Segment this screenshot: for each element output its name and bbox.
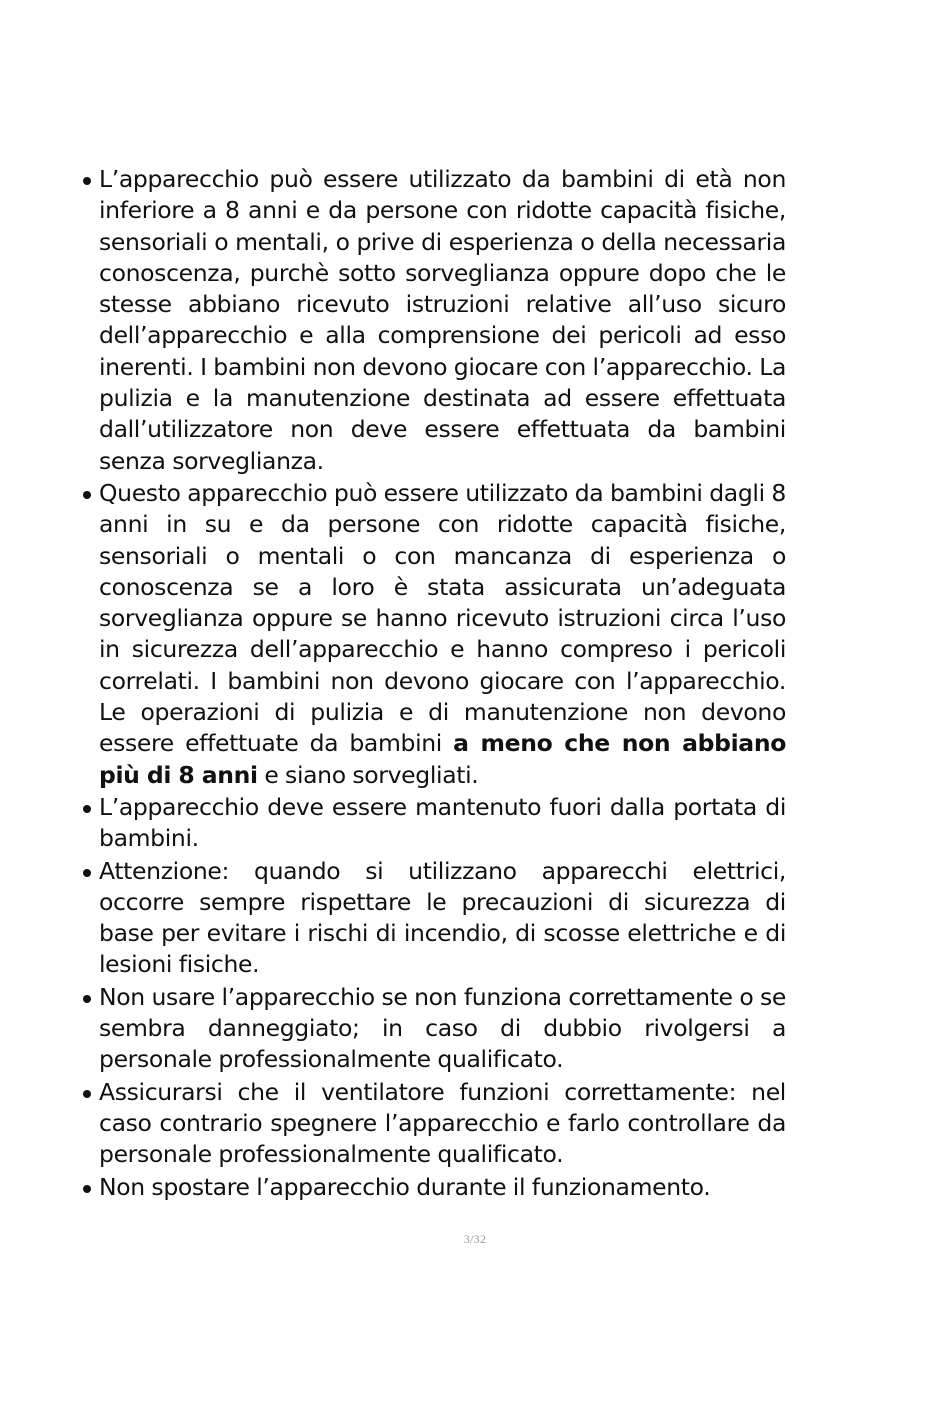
bullet-item-children-8-years xyxy=(80,478,786,791)
bullet-item-children-supervision xyxy=(80,164,786,477)
bullet-text: Non usare l’apparecchio se non funziona correttamente o se sembra danneggiato; in caso di dubbio rivolgersi a personale professionalmente qualificato. xyxy=(99,982,786,1074)
bullet-dot-icon xyxy=(83,805,91,813)
bullet-bold-text: a meno che non abbiano più di 8 anni xyxy=(99,729,786,789)
document-body xyxy=(80,164,786,1203)
bullet-text: Attenzione: quando si utilizzano apparecchi elettrici, occorre sempre rispettare le precauzioni di sicurezza di base per evitare i rischi di incendio, di scosse elettriche e di lesioni fisiche. xyxy=(99,856,786,979)
bullet-item-keep-away xyxy=(80,792,786,855)
bullet-text: L’apparecchio può essere utilizzato da bambini di età non inferiore a 8 anni e da persone con ridotte capacità fisiche, sensoriali o mentali, o prive di esperienza o della necessaria conoscenza, purchè sotto sorveglianza oppure dopo che le stesse abbiano ricevuto istruzioni relative all’uso sicuro dell’apparecchio e alla comprensione dei pericoli ad esso inerenti. I bambini non devono giocare con l’apparecchio. La pulizia e la manutenzione destinata ad essere effettuata dall’utilizzatore non deve essere effettuata da bambini senza sorveglianza. xyxy=(99,165,786,475)
bullet-item-no-moving xyxy=(80,1172,786,1203)
bullet-dot-icon xyxy=(83,177,91,185)
bullet-dot-icon xyxy=(83,1185,91,1193)
bullet-text: L’apparecchio deve essere mantenuto fuori dalla portata di bambini. xyxy=(99,792,786,853)
bullet-text-tail: e siano sorvegliati. xyxy=(257,760,479,789)
bullet-item-fan-check xyxy=(80,1077,786,1171)
safety-bullet-list xyxy=(80,164,786,1203)
bullet-dot-icon xyxy=(83,995,91,1003)
bullet-text: Non spostare l’apparecchio durante il funzionamento. xyxy=(99,1172,711,1201)
bullet-item-attention xyxy=(80,856,786,981)
bullet-text: Questo apparecchio può essere utilizzato da bambini dagli 8 anni in su e da persone con ridotte capacità fisiche, sensoriali o mentali o con mancanza di esperienza o conoscenza se a loro è stata assicurata un’adeguata sorveglianza oppure se hanno ricevuto istruzioni circa l’uso in sicurezza dell’apparecchio e hanno compreso i pericoli correlati. I bambini non devono giocare con l’apparecchio. Le operazioni di pulizia e di manutenzione non devono essere effettuate da bambini xyxy=(99,478,786,758)
bullet-dot-icon xyxy=(83,491,91,499)
bullet-dot-icon xyxy=(83,869,91,877)
bullet-dot-icon xyxy=(83,1090,91,1098)
page-number: 3/32 xyxy=(463,1232,487,1246)
bullet-text: Assicurarsi che il ventilatore funzioni correttamente: nel caso contrario spegnere l’apparecchio e farlo controllare da personale professionalmente qualificato. xyxy=(99,1077,786,1169)
bullet-item-damaged xyxy=(80,982,786,1076)
